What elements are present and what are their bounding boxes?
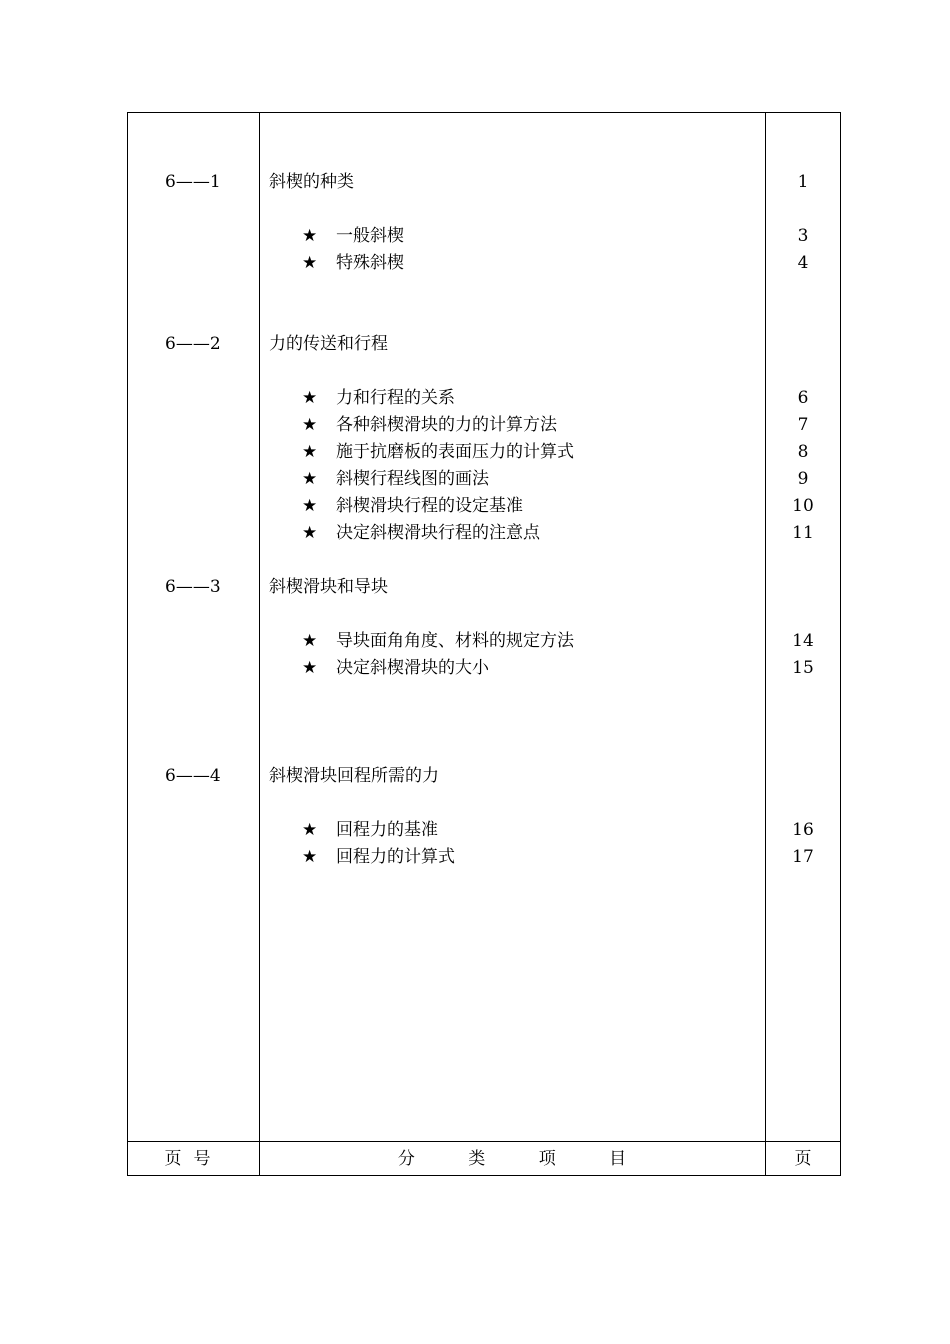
star-icon: ★ xyxy=(302,226,318,246)
item-page: 11 xyxy=(792,523,814,543)
footer-page-header: 页 xyxy=(794,1149,812,1169)
footer-category-header: 分 类 项 目 xyxy=(397,1149,627,1169)
item-page: 15 xyxy=(792,658,814,678)
item-label: 力和行程的关系 xyxy=(336,388,455,408)
star-icon: ★ xyxy=(302,658,318,678)
star-icon: ★ xyxy=(302,253,318,273)
section-title: 斜楔滑块和导块 xyxy=(269,577,388,597)
star-icon: ★ xyxy=(302,523,318,543)
section-page: 1 xyxy=(797,172,809,192)
item-page: 10 xyxy=(792,496,814,516)
section-code: 6——3 xyxy=(165,577,221,597)
item-label: 各种斜楔滑块的力的计算方法 xyxy=(336,415,557,435)
section-title: 斜楔滑块回程所需的力 xyxy=(269,766,439,786)
footer-page-number-header: 页号 xyxy=(164,1149,223,1169)
section-title: 斜楔的种类 xyxy=(269,172,354,192)
item-page: 14 xyxy=(792,631,814,651)
item-label: 特殊斜楔 xyxy=(336,253,404,273)
item-label: 一般斜楔 xyxy=(336,226,404,246)
item-label: 斜楔行程线图的画法 xyxy=(336,469,489,489)
item-page: 7 xyxy=(797,415,809,435)
star-icon: ★ xyxy=(302,847,318,867)
item-label: 决定斜楔滑块的大小 xyxy=(336,658,489,678)
item-page: 4 xyxy=(797,253,809,273)
section-code: 6——1 xyxy=(165,172,221,192)
item-page: 16 xyxy=(792,820,814,840)
star-icon: ★ xyxy=(302,631,318,651)
item-label: 导块面角角度、材料的规定方法 xyxy=(336,631,574,651)
item-label: 决定斜楔滑块行程的注意点 xyxy=(336,523,540,543)
star-icon: ★ xyxy=(302,388,318,408)
contents-table xyxy=(127,112,841,1176)
section-title: 力的传送和行程 xyxy=(269,334,388,354)
item-label: 斜楔滑块行程的设定基准 xyxy=(336,496,523,516)
item-label: 回程力的基准 xyxy=(336,820,438,840)
section-code: 6——2 xyxy=(165,334,221,354)
section-code: 6——4 xyxy=(165,766,221,786)
item-page: 6 xyxy=(797,388,809,408)
star-icon: ★ xyxy=(302,442,318,462)
item-label: 回程力的计算式 xyxy=(336,847,455,867)
column-divider-left xyxy=(259,113,260,1175)
item-page: 9 xyxy=(797,469,809,489)
item-page: 8 xyxy=(797,442,809,462)
item-label: 施于抗磨板的表面压力的计算式 xyxy=(336,442,574,462)
star-icon: ★ xyxy=(302,415,318,435)
star-icon: ★ xyxy=(302,820,318,840)
item-page: 17 xyxy=(792,847,814,867)
star-icon: ★ xyxy=(302,496,318,516)
item-page: 3 xyxy=(797,226,809,246)
star-icon: ★ xyxy=(302,469,318,489)
